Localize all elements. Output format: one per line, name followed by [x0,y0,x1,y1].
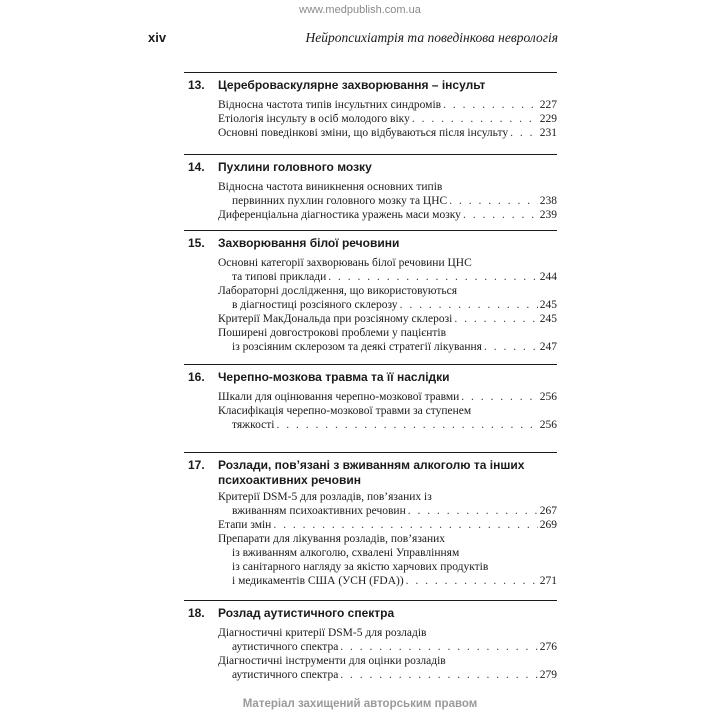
entry-text: аутистичного спектра [232,669,339,681]
dot-leader [449,194,538,208]
toc-entry[interactable] [218,180,557,208]
dot-leader [340,668,537,682]
toc-entry[interactable] [218,518,557,532]
table-of-contents [184,72,557,686]
entry-page-number: 238 [539,195,557,207]
entry-text: Етапи змін [218,519,272,531]
toc-entry[interactable] [218,390,557,404]
dot-leader [454,312,537,326]
entry-text: Основні категорії захворювань білої речовини ЦНС [218,257,472,269]
toc-section [184,600,557,686]
section-number: 15. [188,236,205,250]
toc-entry[interactable] [218,112,557,126]
section-title: Розлади, пов’язані з вживанням алкоголю та інших [218,458,525,472]
entry-text: Основні поведінкові зміни, що відбуваються після інсульту [218,127,509,139]
entry-text: Препарати для лікування розладів, пов’язаних [218,533,446,545]
toc-section [184,364,557,452]
dot-leader [443,98,538,112]
section-number: 14. [188,160,205,174]
dot-leader [406,574,538,588]
section-heading [184,458,557,488]
dot-leader [484,340,538,354]
toc-section [184,230,557,364]
dot-leader [273,518,537,532]
section-heading [184,606,557,624]
toc-entry[interactable] [218,208,557,222]
entry-page-number: 276 [539,641,557,653]
dot-leader [461,390,537,404]
dot-leader [408,504,538,518]
entry-page-number: 247 [539,341,557,353]
entry-text: Поширені довгострокові проблеми у пацієнтів [218,327,447,339]
entry-text: Відносна частота виникнення основних типів [218,181,443,193]
section-number: 18. [188,606,205,620]
entry-text: первинних пухлин головного мозку та ЦНС [232,195,448,207]
toc-section [184,452,557,600]
toc-entry[interactable] [218,532,557,588]
dot-leader [340,640,537,654]
entry-text: і медикаментів США (УСН (FDA)) [232,575,404,587]
section-number: 17. [188,458,205,472]
entry-text: вживанням психоактивних речовин [232,505,406,517]
entry-text: та типові приклади [232,271,327,283]
toc-entry[interactable] [218,312,557,326]
toc-entry[interactable] [218,284,557,312]
entry-text: Шкали для оцінювання черепно-мозкової травми [218,391,460,403]
entry-text: Диференціальна діагностика уражень маси мозку [218,209,461,221]
entry-page-number: 279 [539,669,557,681]
entry-text: із санітарного нагляду за якістю харчових продуктів [232,561,489,573]
section-title: Цереброваскулярне захворювання – інсульт [218,78,486,92]
entry-text: Етіологія інсульту в осіб молодого віку [218,113,410,125]
entry-page-number: 245 [539,313,557,325]
dot-leader [328,270,538,284]
entry-text: в діагностиці розсіяного склерозу [232,299,398,311]
toc-entry[interactable] [218,98,557,112]
entry-page-number: 271 [539,575,557,587]
entry-page-number: 231 [539,127,557,139]
toc-section [184,72,557,154]
section-heading [184,78,557,96]
site-url: www.medpublish.com.ua [299,4,421,16]
entry-page-number: 239 [539,209,557,221]
entry-text: Класифікація черепно-мозкової травми за ступенем [218,405,472,417]
entry-text: із вживанням алкоголю, схвалені Управлінням [232,547,460,559]
section-title: психоактивних речовин [218,473,361,487]
entry-page-number: 256 [539,419,557,431]
entry-page-number: 244 [539,271,557,283]
running-head [148,30,558,50]
section-title: Пухлини головного мозку [218,160,372,174]
section-heading [184,370,557,388]
entry-page-number: 269 [539,519,557,531]
dot-leader [510,126,538,140]
page-number: xiv [148,30,167,45]
entry-text: Діагностичні інструменти для оцінки розладів [218,655,446,667]
entry-text: із розсіяним склерозом та деякі стратегії лікування [232,341,482,353]
dot-leader [463,208,538,222]
section-title: Черепно-мозкова травма та її наслідки [218,370,450,384]
entry-text: Лабораторні дослідження, що використовуються [218,285,458,297]
toc-entry[interactable] [218,404,557,432]
copyright-notice: Матеріал захищений авторським правом [242,698,478,710]
entry-page-number: 229 [539,113,557,125]
section-heading [184,160,557,178]
entry-text: тяжкості [232,419,275,431]
toc-entry[interactable] [218,126,557,140]
toc-entry[interactable] [218,626,557,654]
section-title: Розлад аутистичного спектра [218,606,395,620]
entry-page-number: 227 [539,99,557,111]
entry-text: Критерії МакДональда при розсіяному склерозі [218,313,453,325]
toc-entry[interactable] [218,326,557,354]
section-heading [184,236,557,254]
entry-page-number: 245 [539,299,557,311]
book-title: Нейропсихіатрія та поведінкова неврологія [305,30,558,45]
dot-leader [412,112,538,126]
entry-page-number: 267 [539,505,557,517]
toc-entry[interactable] [218,654,557,682]
section-title: Захворювання білої речовини [218,236,400,250]
dot-leader [276,418,537,432]
toc-entry[interactable] [218,490,557,518]
section-number: 13. [188,78,205,92]
entry-text: Критерії DSM-5 для розладів, пов’язаних із [218,491,432,503]
toc-section [184,154,557,230]
toc-entry[interactable] [218,256,557,284]
entry-text: аутистичного спектра [232,641,339,653]
entry-text: Відносна частота типів інсультних синдромів [218,99,442,111]
section-number: 16. [188,370,205,384]
entry-text: Діагностичні критерії DSM-5 для розладів [218,627,427,639]
dot-leader [400,298,538,312]
entry-page-number: 256 [539,391,557,403]
